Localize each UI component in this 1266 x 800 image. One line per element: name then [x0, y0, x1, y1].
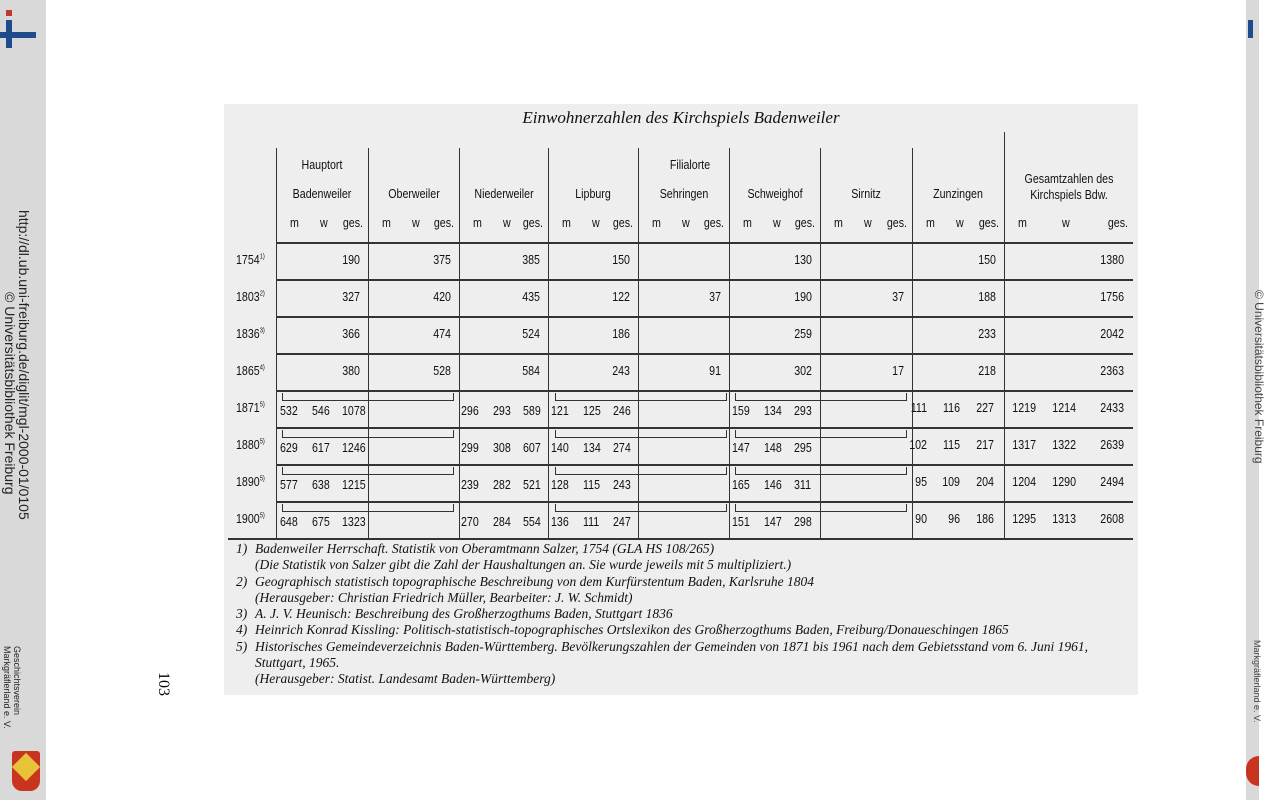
- subheader-m: m: [926, 215, 935, 230]
- table-cell: 577: [280, 477, 298, 492]
- footnotes: [236, 541, 1088, 688]
- table-cell: 584: [522, 363, 540, 378]
- total-cell: 1317: [1012, 437, 1036, 452]
- table-cell: 151: [732, 514, 750, 529]
- table-cell: 130: [794, 252, 812, 267]
- merge-bracket: [555, 467, 727, 475]
- total-cell: 1295: [1012, 511, 1036, 526]
- table-cell: 528: [433, 363, 451, 378]
- table-cell: 147: [732, 440, 750, 455]
- table-cell: 246: [613, 403, 631, 418]
- column-rule: [820, 148, 821, 538]
- table-cell: 546: [312, 403, 330, 418]
- subheader-m: m: [834, 215, 843, 230]
- row-rule: [276, 390, 1133, 392]
- table-cell: 385: [522, 252, 540, 267]
- column-rule: [368, 148, 369, 538]
- table-cell: 115: [942, 437, 960, 452]
- coat-of-arms-icon: [12, 751, 40, 791]
- merge-bracket: [735, 430, 907, 438]
- merge-bracket: [282, 467, 454, 475]
- copyright-notice: © Universitätsbibliothek Freiburg: [2, 292, 18, 495]
- table-cell: 134: [583, 440, 601, 455]
- table-cell: 90: [915, 511, 927, 526]
- table-cell: 380: [342, 363, 360, 378]
- merge-bracket: [735, 393, 907, 401]
- subheader-ges: ges.: [433, 215, 454, 230]
- table-cell: 274: [613, 440, 631, 455]
- row-rule: [276, 353, 1133, 355]
- table-cell: 284: [493, 514, 511, 529]
- total-cell: 1380: [1100, 252, 1124, 267]
- table-cell: 190: [342, 252, 360, 267]
- table-cell: 532: [280, 403, 298, 418]
- total-cell: 1756: [1100, 289, 1124, 304]
- table-cell: 128: [551, 477, 569, 492]
- total-column-rule: [1004, 132, 1005, 538]
- row-year: 1890$^{5)}$: [236, 474, 265, 489]
- total-cell: 2608: [1100, 511, 1124, 526]
- header-total-line2: Kirchspiels Bdw.: [1030, 187, 1108, 202]
- column-rule: [912, 148, 913, 538]
- row-rule: [228, 538, 1133, 540]
- row-rule: [276, 501, 1133, 503]
- footnote-line: Stuttgart, 1965.: [255, 655, 340, 671]
- subheader-m: m: [290, 215, 299, 230]
- table-cell: 147: [764, 514, 782, 529]
- merge-bracket: [555, 504, 727, 512]
- footnote-line: 1) Badenweiler Herrschaft. Statistik von Oberamtmann Salzer, 1754 (GLA HS 108/265): [236, 541, 715, 556]
- right-society-name: Markgräflerland e. V.: [1252, 640, 1262, 723]
- column-header: Niederweiler: [473, 186, 534, 201]
- subheader-w: w: [864, 215, 872, 230]
- table-cell: 190: [794, 289, 812, 304]
- table-cell: 259: [794, 326, 812, 341]
- subheader-m: m: [562, 215, 571, 230]
- row-rule: [276, 427, 1133, 429]
- row-rule: [276, 279, 1133, 281]
- table-cell: 308: [493, 440, 511, 455]
- subheader-w: w: [956, 215, 964, 230]
- column-header: Lipburg: [575, 186, 611, 201]
- table-cell: 159: [732, 403, 750, 418]
- table-cell: 102: [909, 437, 927, 452]
- table-cell: 227: [976, 400, 994, 415]
- table-cell: 111: [583, 514, 600, 529]
- row-rule: [276, 316, 1133, 318]
- table-cell: 122: [612, 289, 630, 304]
- row-year: 1871$^{5)}$: [236, 400, 265, 415]
- subheader-ges: ges.: [342, 215, 363, 230]
- footnote-line: (Herausgeber: Christian Friedrich Müller, Bearbeiter: J. W. Schmidt): [255, 589, 633, 605]
- table-cell: 607: [523, 440, 541, 455]
- merge-bracket: [735, 504, 907, 512]
- column-header: Sirnitz: [851, 186, 881, 201]
- footnote-line: (Herausgeber: Statist. Landesamt Baden-Württemberg): [255, 671, 556, 687]
- table-cell: 554: [523, 514, 541, 529]
- society-name: Geschichtsverein: [12, 646, 22, 716]
- table-cell: 1078: [342, 403, 366, 418]
- footnote-line: 4) Heinrich Konrad Kissling: Politisch-statistisch-topographisches Ortslexikon des Großherzogthums Baden, Freiburg/Donaueschingen 1865: [236, 622, 1009, 638]
- table-cell: 37: [892, 289, 904, 304]
- table-cell: 589: [523, 403, 541, 418]
- table-cell: 270: [461, 514, 479, 529]
- subheader-ges: ges.: [978, 215, 999, 230]
- row-year: 1865$^{4)}$: [236, 363, 265, 378]
- table-cell: 150: [612, 252, 630, 267]
- column-header: Zunzingen: [933, 186, 983, 201]
- footnote-line: 5) Historisches Gemeindeverzeichnis Baden-Württemberg. Bevölkerungszahlen der Gemeinden von 1871 bis 1961 nach dem Gebietsstand vom 6. Juni 1961,: [236, 638, 1088, 654]
- column-rule: [638, 148, 639, 538]
- table-cell: 299: [461, 440, 479, 455]
- table-cell: 96: [948, 511, 960, 526]
- table-cell: 91: [709, 363, 721, 378]
- table-cell: 111: [910, 400, 927, 415]
- table-cell: 295: [794, 440, 812, 455]
- table-cell: 675: [312, 514, 330, 529]
- table-cell: 150: [978, 252, 996, 267]
- table-cell: 136: [551, 514, 569, 529]
- subheader-w: w: [412, 215, 420, 230]
- total-cell: 2433: [1100, 400, 1124, 415]
- table-cell: 420: [433, 289, 451, 304]
- logo-mark-red: [6, 10, 12, 16]
- table-cell: 134: [764, 403, 782, 418]
- subheader-ges: ges.: [1107, 215, 1128, 230]
- table-cell: 37: [709, 289, 721, 304]
- scanned-table-page: [224, 104, 1138, 695]
- total-cell: 2494: [1100, 474, 1124, 489]
- total-cell: 1313: [1052, 511, 1076, 526]
- header-filialorte: Filialorte: [669, 157, 711, 172]
- subheader-w: w: [1062, 215, 1070, 230]
- table-cell: 1246: [342, 440, 366, 455]
- row-year: 1880$^{5)}$: [236, 437, 265, 452]
- column-rule: [276, 148, 277, 538]
- logo-mark-horizontal: [0, 32, 36, 38]
- table-cell: 375: [433, 252, 451, 267]
- table-cell: 115: [583, 477, 601, 492]
- subheader-w: w: [503, 215, 511, 230]
- table-cell: 521: [523, 477, 541, 492]
- table-cell: 17: [892, 363, 904, 378]
- table-cell: 648: [280, 514, 298, 529]
- table-cell: 140: [551, 440, 569, 455]
- table-cell: 239: [461, 477, 479, 492]
- footnote-line: 2) Geographisch statistisch topographische Beschreibung von dem Kurfürstentum Baden, Karlsruhe 1804: [236, 573, 814, 589]
- table-title: Einwohnerzahlen des Kirchspiels Badenweiler: [522, 108, 840, 127]
- subheader-w: w: [320, 215, 328, 230]
- table-cell: 188: [978, 289, 996, 304]
- table-cell: 165: [732, 477, 750, 492]
- row-year: 1900$^{5)}$: [236, 511, 265, 526]
- table-cell: 121: [551, 403, 569, 418]
- table-cell: 109: [942, 474, 960, 489]
- column-header: Oberweiler: [387, 186, 440, 201]
- row-rule: [276, 242, 1133, 244]
- table-cell: 293: [794, 403, 812, 418]
- subheader-ges: ges.: [522, 215, 543, 230]
- table-cell: 474: [433, 326, 451, 341]
- column-rule: [548, 148, 549, 538]
- total-cell: 1219: [1012, 400, 1036, 415]
- table-cell: 247: [613, 514, 631, 529]
- footnote-line: (Die Statistik von Salzer gibt die Zahl der Haushaltungen an. Sie wurde jeweils mit 5 multipliziert.): [255, 557, 792, 573]
- left-sidebar: [0, 0, 46, 800]
- table-cell: 311: [794, 477, 812, 492]
- table-cell: 302: [794, 363, 812, 378]
- merge-bracket: [555, 393, 727, 401]
- table-cell: 204: [976, 474, 994, 489]
- total-cell: 1214: [1052, 400, 1076, 415]
- table-cell: 638: [312, 477, 330, 492]
- table-cell: 617: [312, 440, 330, 455]
- right-logo-mark: [1248, 20, 1253, 38]
- table-cell: 293: [493, 403, 511, 418]
- column-header: Schweighof: [746, 186, 803, 201]
- table-cell: 95: [915, 474, 927, 489]
- row-year: 1836$^{3)}$: [236, 326, 265, 341]
- table-cell: 243: [612, 363, 630, 378]
- total-cell: 1290: [1052, 474, 1076, 489]
- column-rule: [459, 148, 460, 538]
- table-cell: 243: [613, 477, 631, 492]
- table-cell: 282: [493, 477, 511, 492]
- subheader-ges: ges.: [612, 215, 633, 230]
- page-number: 103: [155, 672, 172, 696]
- row-rule: [276, 464, 1133, 466]
- subheader-m: m: [652, 215, 661, 230]
- column-header: Sehringen: [659, 186, 708, 201]
- column-header: Badenweiler: [292, 186, 352, 201]
- merge-bracket: [282, 393, 454, 401]
- table-cell: 148: [764, 440, 782, 455]
- total-cell: 2363: [1100, 363, 1124, 378]
- right-copyright-notice: © Universitätsbibliothek Freiburg: [1252, 290, 1266, 464]
- subheader-m: m: [473, 215, 482, 230]
- merge-bracket: [282, 504, 454, 512]
- subheader-w: w: [682, 215, 690, 230]
- subheader-w: w: [592, 215, 600, 230]
- table-cell: 629: [280, 440, 298, 455]
- merge-bracket: [555, 430, 727, 438]
- row-year: 1754$^{1)}$: [236, 252, 265, 267]
- table-cell: 524: [522, 326, 540, 341]
- table-cell: 218: [978, 363, 996, 378]
- table-cell: 186: [612, 326, 630, 341]
- document-url[interactable]: http://dl.ub.uni-freiburg.de/diglit/mgl-2000-01/0105: [16, 210, 32, 520]
- table-cell: 1215: [342, 477, 366, 492]
- subheader-m: m: [743, 215, 752, 230]
- merge-bracket: [735, 467, 907, 475]
- total-cell: 1204: [1012, 474, 1036, 489]
- table-cell: 146: [764, 477, 782, 492]
- table-cell: 1323: [342, 514, 366, 529]
- table-cell: 125: [583, 403, 601, 418]
- society-name-line2: Markgräflerland e. V.: [2, 646, 12, 729]
- subheader-ges: ges.: [886, 215, 907, 230]
- merge-bracket: [282, 430, 454, 438]
- total-cell: 1322: [1052, 437, 1076, 452]
- table-cell: 298: [794, 514, 812, 529]
- table-cell: 296: [461, 403, 479, 418]
- table-cell: 116: [942, 400, 960, 415]
- subheader-ges: ges.: [794, 215, 815, 230]
- table-cell: 186: [976, 511, 994, 526]
- row-year: 1803$^{2)}$: [236, 289, 265, 304]
- header-total-line1: Gesamtzahlen des: [1024, 171, 1114, 186]
- table-cell: 233: [978, 326, 996, 341]
- column-rule: [729, 148, 730, 538]
- table-cell: 366: [342, 326, 360, 341]
- total-cell: 2042: [1100, 326, 1124, 341]
- footnote-line: 3) A. J. V. Heunisch: Beschreibung des Großherzogthums Baden, Stuttgart 1836: [236, 606, 673, 622]
- subheader-ges: ges.: [703, 215, 724, 230]
- table-cell: 327: [342, 289, 360, 304]
- subheader-m: m: [382, 215, 391, 230]
- subheader-w: w: [773, 215, 781, 230]
- header-hauptort: Hauptort: [301, 157, 343, 172]
- table-cell: 217: [976, 437, 994, 452]
- table-cell: 435: [522, 289, 540, 304]
- total-cell: 2639: [1100, 437, 1124, 452]
- subheader-m: m: [1018, 215, 1027, 230]
